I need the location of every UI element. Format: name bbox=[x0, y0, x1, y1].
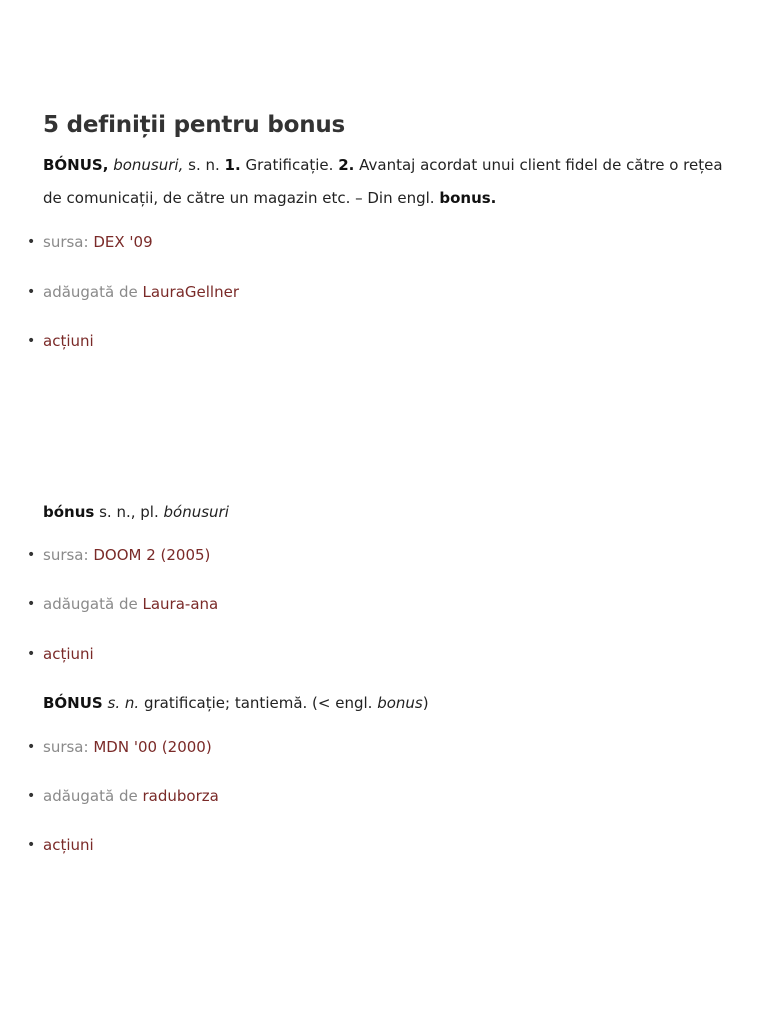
source-label: sursa: bbox=[43, 233, 89, 251]
grammar-info: s. n. bbox=[188, 156, 220, 174]
page-title: 5 definiții pentru bonus bbox=[43, 112, 346, 138]
added-by-label: adăugată de bbox=[43, 787, 138, 805]
grammar-info: s. n., pl. bbox=[99, 503, 159, 521]
plural-form: bónusuri bbox=[163, 503, 229, 521]
actions-link[interactable]: acțiuni bbox=[43, 645, 94, 663]
definition-text bbox=[43, 496, 723, 529]
definition-text bbox=[43, 687, 723, 720]
bullet: • bbox=[27, 739, 36, 755]
user-link[interactable]: raduborza bbox=[142, 787, 219, 805]
etymology-word: bonus. bbox=[439, 189, 497, 207]
bullet: • bbox=[27, 788, 36, 804]
source-label: sursa: bbox=[43, 738, 89, 756]
added-by-item bbox=[0, 592, 768, 616]
added-by-item bbox=[0, 784, 768, 808]
source-item bbox=[0, 543, 768, 567]
headword: bónus bbox=[43, 503, 95, 521]
bullet: • bbox=[27, 547, 36, 563]
bullet: • bbox=[27, 333, 36, 349]
source-link[interactable]: DOOM 2 (2005) bbox=[93, 546, 211, 564]
closing-paren: ) bbox=[422, 694, 429, 712]
bullet: • bbox=[27, 234, 36, 250]
sense-number: 1. bbox=[224, 156, 241, 174]
sense-text: Avantaj acordat unui client fidel de către o rețea de comunicații, de către un magazin etc. – Din engl. bbox=[43, 156, 723, 207]
actions-item bbox=[0, 329, 768, 353]
actions-link[interactable]: acțiuni bbox=[43, 332, 94, 350]
source-item bbox=[0, 230, 768, 254]
headword: BÓNUS, bbox=[43, 156, 109, 174]
actions-item bbox=[0, 642, 768, 666]
sense-number: 2. bbox=[338, 156, 355, 174]
etymology-word: bonus bbox=[377, 694, 423, 712]
definition-text bbox=[43, 149, 723, 215]
sense-text: Gratificație. bbox=[245, 156, 334, 174]
source-link[interactable]: MDN '00 (2000) bbox=[93, 738, 212, 756]
source-link[interactable]: DEX '09 bbox=[93, 233, 153, 251]
meaning-text: gratificație; tantiemă. (< engl. bbox=[143, 694, 373, 712]
actions-link[interactable]: acțiuni bbox=[43, 836, 94, 854]
source-label: sursa: bbox=[43, 546, 89, 564]
added-by-item bbox=[0, 280, 768, 304]
user-link[interactable]: Laura-ana bbox=[142, 595, 219, 613]
bullet: • bbox=[27, 284, 36, 300]
added-by-label: adăugată de bbox=[43, 595, 138, 613]
bullet: • bbox=[27, 837, 36, 853]
user-link[interactable]: LauraGellner bbox=[142, 283, 240, 301]
bullet: • bbox=[27, 596, 36, 612]
grammar-info: s. n. bbox=[107, 694, 140, 712]
plural-form: bonusuri, bbox=[113, 156, 184, 174]
headword: BÓNUS bbox=[43, 694, 103, 712]
actions-item bbox=[0, 833, 768, 857]
added-by-label: adăugată de bbox=[43, 283, 138, 301]
bullet: • bbox=[27, 646, 36, 662]
source-item bbox=[0, 735, 768, 759]
